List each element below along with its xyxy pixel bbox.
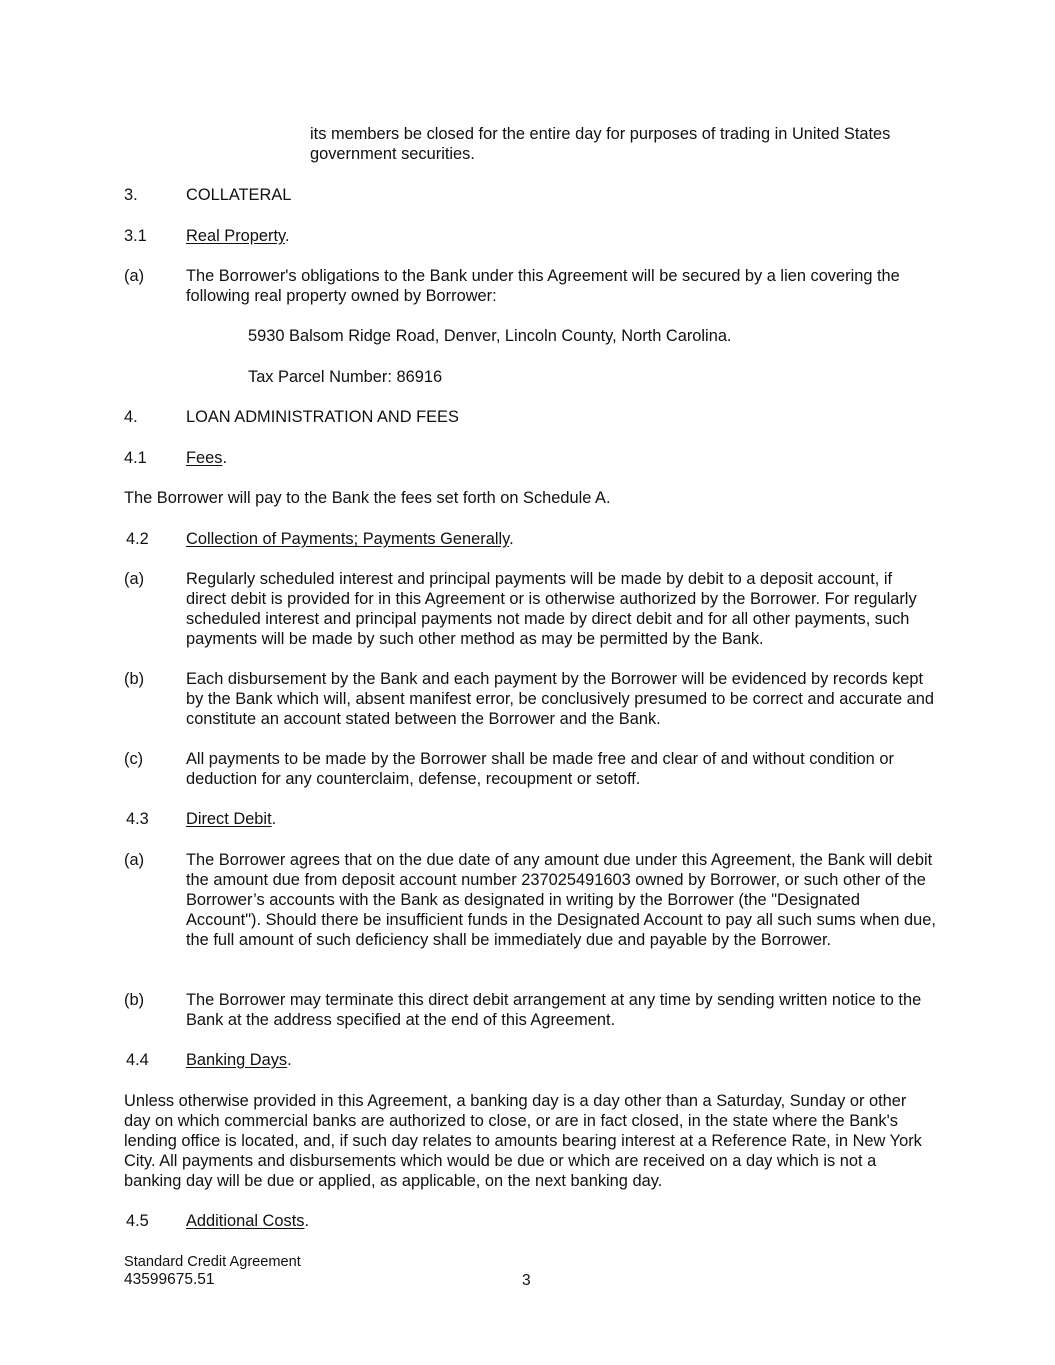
section-4-2-title: Collection of Payments; Payments Generally: [186, 530, 510, 548]
section-4-5-period: .: [304, 1212, 310, 1230]
section-4-4-title: Banking Days: [186, 1051, 288, 1069]
section-4-5-heading: [186, 1211, 936, 1231]
section-3-1-a-label: (a): [124, 267, 145, 285]
page-number: 3: [522, 1272, 531, 1289]
section-4-2-period: .: [509, 530, 514, 548]
section-4-1-period: .: [222, 449, 228, 467]
section-3-1-number: 3.1: [124, 227, 147, 245]
section-4-3-title: Direct Debit: [186, 810, 272, 828]
section-3-number: 3.: [124, 186, 138, 204]
section-4-4-text: Unless otherwise provided in this Agreement, a banking day is a day other than a Saturday, Sunday or other day on which commercial banks are authorized to close, or are in fact closed, in the state where the Bank's lending office is located, and, if such day relates to amounts bearing interest at a Reference Rate, in New York City. All payments and disbursements which would be due or which are received on a day which is not a banking day will be due or applied, as applicable, on the next banking day.: [124, 1092, 922, 1190]
section-4-3-a-text: The Borrower agrees that on the due date of any amount due under this Agreement, the Bank will debit the amount due from deposit account number 237025491603 owned by Borrower, or such other of the Borrower’s accounts with the Bank as designated in writing by the Borrower (the "Designated Account"). Should there be insufficient funds in the Designated Account to pay all such sums when due, the full amount of such deficiency shall be immediately due and payable by the Borrower.: [186, 851, 936, 949]
section-4-3-heading: [186, 809, 936, 829]
section-4-2-b-label: (b): [124, 670, 145, 688]
section-4-5-title: Additional Costs: [186, 1212, 305, 1230]
section-4-2-a-text: Regularly scheduled interest and principal payments will be made by debit to a deposit account, if direct debit is provided for in this Agreement or is otherwise authorized by the Borrower. For regularly scheduled interest and principal payments not made by direct debit and for all other payments, such payments will be made by such other method as may be permitted by the Bank.: [186, 570, 917, 648]
section-4-5-number: 4.5: [126, 1212, 149, 1230]
section-4-heading: LOAN ADMINISTRATION AND FEES: [186, 408, 459, 426]
footer-doc-id: 43599675.51: [124, 1271, 215, 1288]
tax-parcel-number: Tax Parcel Number: 86916: [248, 368, 443, 386]
section-4-3-period: .: [271, 810, 277, 828]
section-4-4-heading: [186, 1050, 936, 1070]
section-4-3-b-text: The Borrower may terminate this direct debit arrangement at any time by sending written notice to the Bank at the address specified at the end of this Agreement.: [186, 991, 922, 1029]
section-4-4-number: 4.4: [126, 1051, 149, 1069]
section-3-1-period: .: [285, 227, 290, 245]
section-4-2-c-text: All payments to be made by the Borrower shall be made free and clear of and without condition or deduction for any counterclaim, defense, recoupment or setoff.: [186, 750, 894, 788]
section-4-2-c-label: (c): [124, 750, 144, 768]
section-4-3-b-label: (b): [124, 991, 145, 1009]
section-4-2-number: 4.2: [126, 530, 149, 548]
section-3-1-title: Real Property: [186, 227, 285, 245]
section-4-4-period: .: [287, 1051, 292, 1069]
section-3-1-heading: [186, 226, 936, 246]
section-4-2-a-label: (a): [124, 570, 145, 588]
section-3-1-a-text: The Borrower's obligations to the Bank under this Agreement will be secured by a lien covering the following real property owned by Borrower:: [186, 267, 900, 305]
continuation-paragraph: its members be closed for the entire day for purposes of trading in United States government securities.: [310, 125, 891, 163]
section-4-2-heading: [186, 529, 936, 549]
footer-doc-title: Standard Credit Agreement: [124, 1254, 301, 1270]
section-4-1-text: The Borrower will pay to the Bank the fees set forth on Schedule A.: [124, 489, 611, 507]
section-4-1-heading: [186, 448, 936, 468]
section-4-1-number: 4.1: [124, 449, 147, 467]
section-4-3-a-label: (a): [124, 851, 145, 869]
section-3-heading: COLLATERAL: [186, 186, 292, 204]
section-4-1-title: Fees: [186, 449, 223, 467]
property-address: 5930 Balsom Ridge Road, Denver, Lincoln County, North Carolina.: [248, 327, 732, 345]
section-4-2-b-text: Each disbursement by the Bank and each payment by the Borrower will be evidenced by records kept by the Bank which will, absent manifest error, be conclusively presumed to be correct and accurate and constitute an account stated between the Borrower and the Bank.: [186, 670, 934, 728]
section-4-number: 4.: [124, 408, 138, 426]
section-4-3-number: 4.3: [126, 810, 149, 828]
